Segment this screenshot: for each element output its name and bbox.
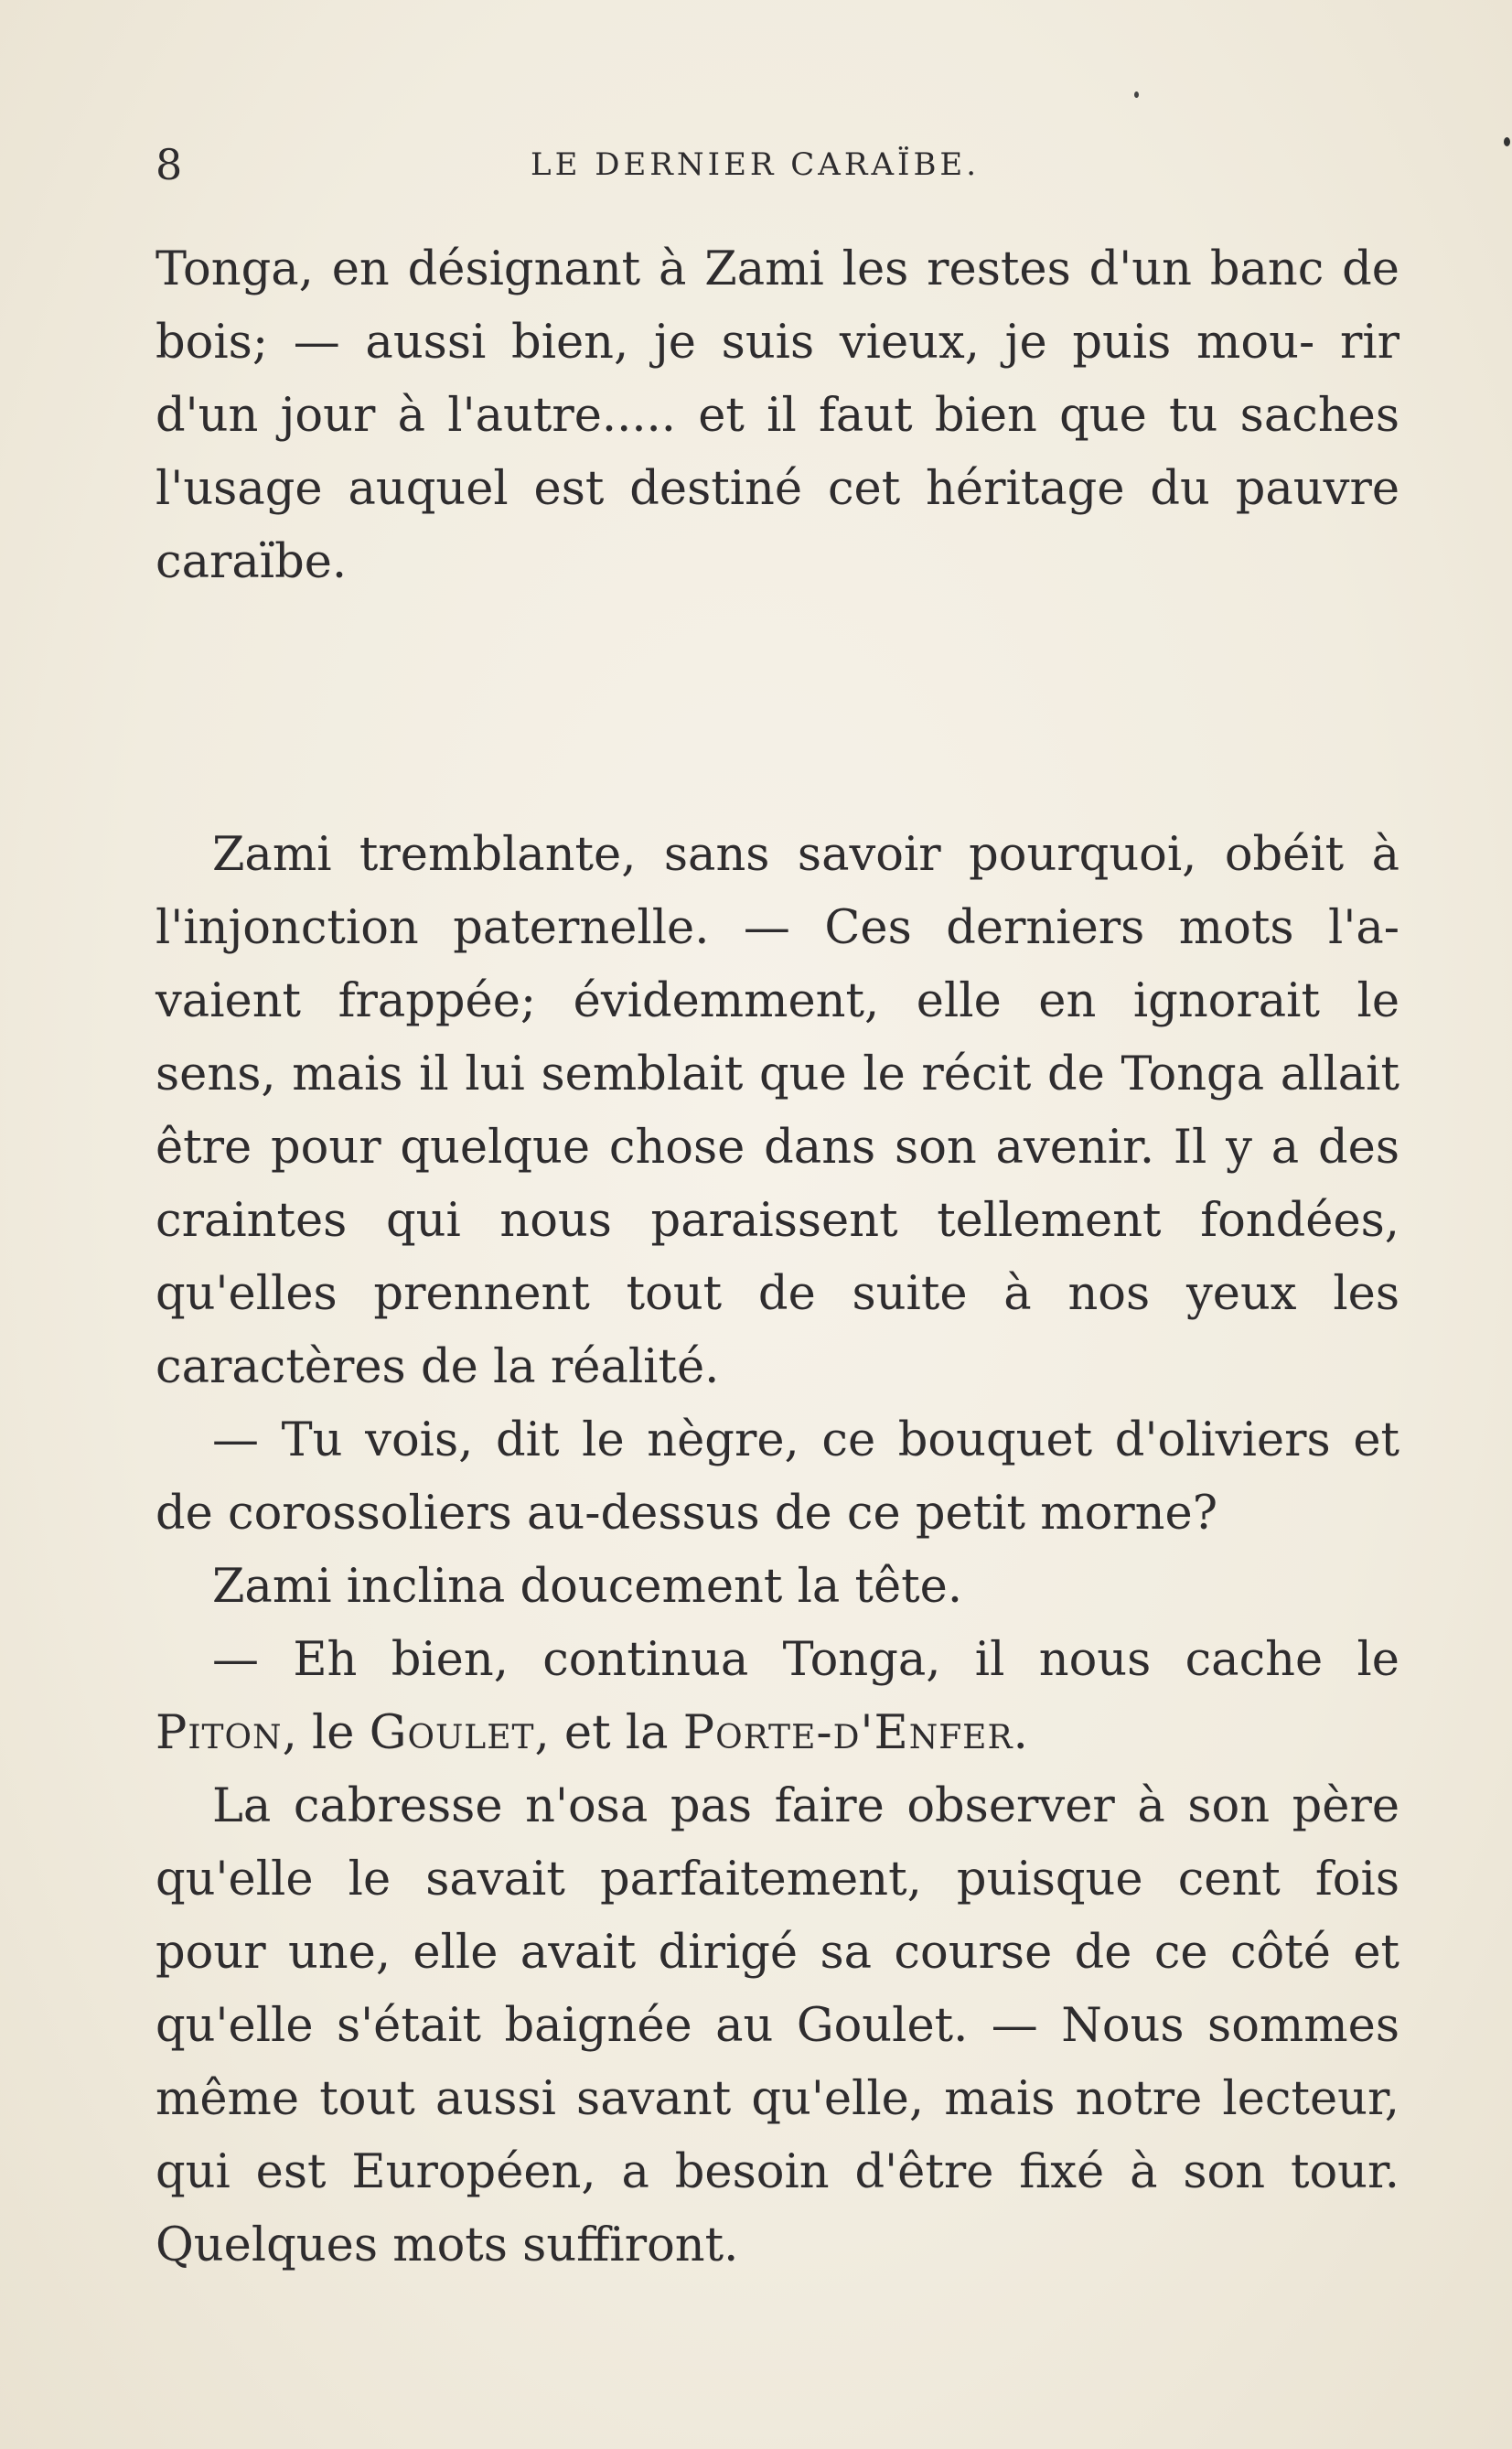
text-line: — Tu vois, dit le nègre, ce bouquet d'oliviers [212,1413,1331,1467]
text-line: vaient frappée; évidemment, elle en ignorait le [155,974,1399,1028]
paragraph-continuation [155,233,1399,599]
text-line: même tout aussi savant qu'elle, mais notre lecteur, [155,2072,1399,2126]
text-line: rir d'un jour à l'autre..... et il faut bien que tu [155,316,1400,443]
text-line: de bois; — aussi bien, je suis vieux, je puis mou- [155,242,1399,370]
paragraph [155,1551,1399,1624]
page-header [155,137,1399,192]
paragraph [155,819,1399,1404]
text-line: pauvre caraïbe. [155,462,1400,589]
text-line: qui est Européen, a besoin d'être fixé à son tour. [155,2145,1399,2199]
text-line: saches l'usage auquel est destiné cet héritage du [155,389,1400,516]
text-fragment: , le [282,1706,370,1760]
text-fragment: . [1013,1706,1028,1760]
edge-mark [1504,137,1510,146]
text-line: Zami tremblante, sans savoir pourquoi, obéit à [212,828,1399,882]
text-line: l'injonction paternelle. — Ces derniers mots l'a- [155,901,1399,955]
text-block-main [155,819,1399,2283]
place-name: Goulet [369,1706,535,1760]
text-line: sens, mais il lui semblait que le récit de Tonga [155,1047,1265,1101]
text-line: La cabresse n'osa pas faire observer à son père [212,1779,1399,1833]
paper-speck [1134,91,1139,98]
text-line: fondées, qu'elles prennent tout de suite à nos yeux [155,1194,1400,1321]
text-line: Zami inclina doucement la tête. [212,1560,963,1614]
text-line: et de corossoliers au-dessus de ce petit morne? [155,1413,1399,1541]
text-line: les caractères de la réalité. [155,1267,1399,1394]
running-title: LE DERNIER CARAÏBE. [531,146,981,183]
paragraph [155,1624,1399,1770]
paragraph [155,1404,1399,1551]
text-line: qu'elle le savait parfaitement, puisque cent fois [155,1853,1399,1907]
text-fragment: , et la [534,1706,683,1760]
page-number: 8 [155,140,183,189]
text-line: y a des craintes qui nous paraissent tellement [155,1121,1399,1248]
place-name: Porte-d'Enfer [682,1706,1013,1760]
place-name: Piton [155,1706,283,1760]
text-line: allait être pour quelque chose dans son avenir. Il [155,1047,1399,1175]
paragraph [155,1770,1399,2283]
text-line: Quelques mots suffiront. [155,2218,739,2272]
text-line: Tonga, en désignant à Zami les restes d'un banc [155,242,1324,296]
text-line: pour une, elle avait dirigé sa course de ce côté et [155,1926,1399,1980]
text-line: qu'elle s'était baignée au Goulet. — Nous sommes [155,1999,1399,2053]
text-line: — Eh bien, continua Tonga, il nous cache le [212,1633,1399,1687]
text-block-top [155,233,1399,599]
